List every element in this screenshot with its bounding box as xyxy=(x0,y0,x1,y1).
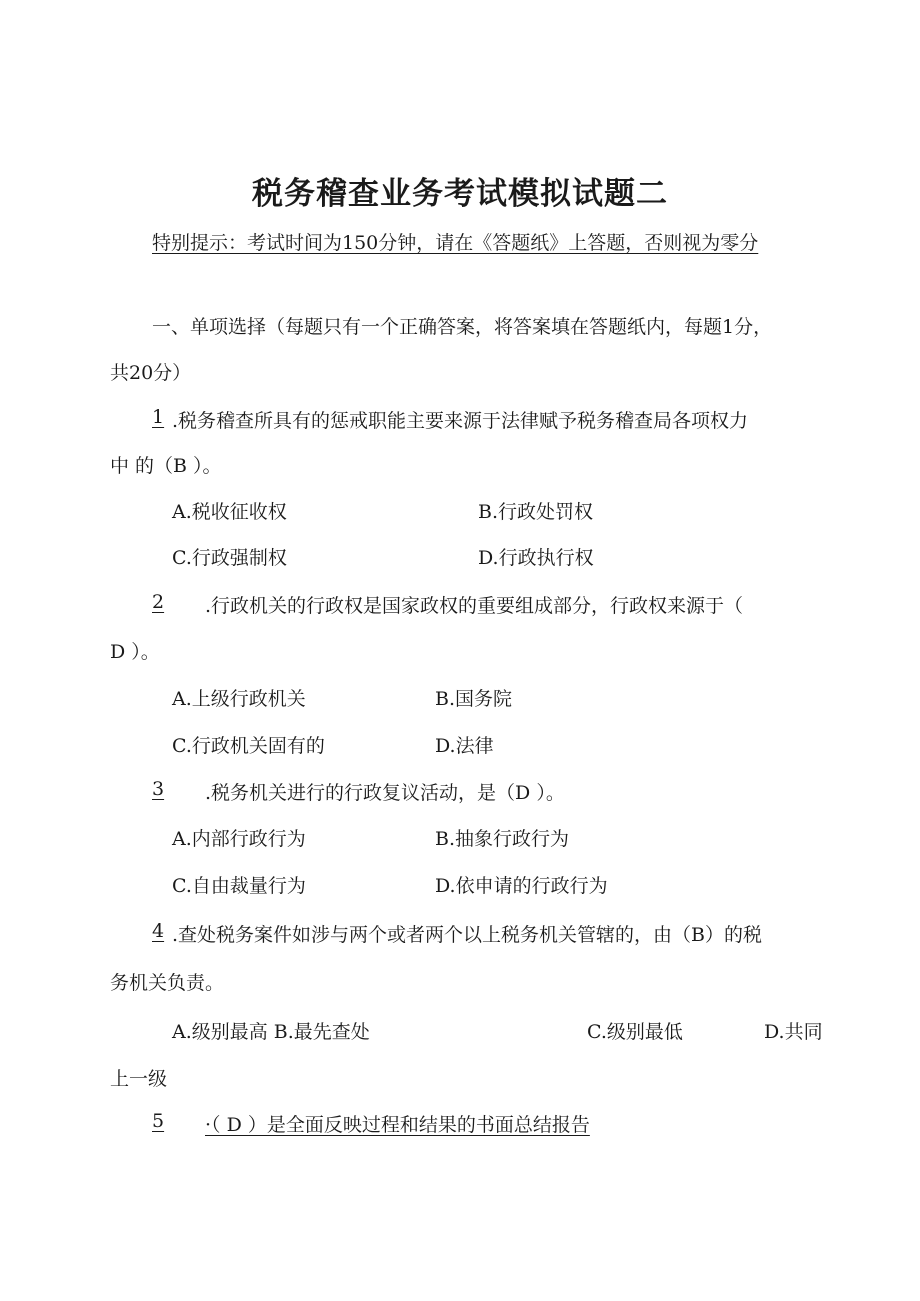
page-title: 税务稽查业务考试模拟试题二 xyxy=(252,176,668,212)
option-b: B.行政处罚权 xyxy=(478,501,594,523)
option-a: A.内部行政行为 xyxy=(172,828,306,850)
exam-notice: 特别提示：考试时间为150分钟，请在《答题纸》上答题，否则视为零分 xyxy=(152,232,759,254)
section-heading-line2: 共20分） xyxy=(110,362,192,384)
option-a: A.上级行政机关 xyxy=(172,688,306,710)
option-d: D.行政执行权 xyxy=(478,547,594,569)
question-number: 2 xyxy=(152,591,165,613)
question-number: 4 xyxy=(152,920,165,942)
option-d: D.共同 xyxy=(764,1021,823,1043)
option-a: A.税收征收权 xyxy=(172,501,287,523)
question-number: 5 xyxy=(152,1110,165,1132)
option-b: B.国务院 xyxy=(435,688,513,710)
question-text-line1: .税务稽查所具有的惩戒职能主要来源于法律赋予税务稽查局各项权力 xyxy=(172,410,749,432)
option-c: C.行政机关固有的 xyxy=(172,735,325,757)
question-text-line1: .税务机关进行的行政复议活动，是（D ）。 xyxy=(205,782,565,804)
option-a-b: A.级别最高 B.最先查处 xyxy=(172,1021,370,1043)
question-text-line1: .查处税务案件如涉与两个或者两个以上税务机关管辖的，由（B）的税 xyxy=(172,924,763,946)
question-text-line2: D ）。 xyxy=(110,641,160,663)
question-number: 3 xyxy=(152,778,165,800)
question-text-line2: 中 的（B ）。 xyxy=(110,455,222,477)
option-d-continuation: 上一级 xyxy=(110,1068,168,1090)
option-b: B.抽象行政行为 xyxy=(435,828,570,850)
question-text-line2: 务机关负责。 xyxy=(110,972,225,994)
question-number: 1 xyxy=(152,406,165,428)
option-c: C.自由裁量行为 xyxy=(172,875,306,897)
question-text-line1: ·（ D ）是全面反映过程和结果的书面总结报告 xyxy=(205,1114,590,1136)
section-heading-line1: 一、单项选择（每题只有一个正确答案，将答案填在答题纸内，每题1分， xyxy=(152,316,773,338)
option-d: D.依申请的行政行为 xyxy=(435,875,608,897)
option-c: C.行政强制权 xyxy=(172,547,287,569)
option-d: D.法律 xyxy=(435,735,494,757)
question-text-line1: .行政机关的行政权是国家政权的重要组成部分，行政权来源于（ xyxy=(205,595,744,617)
option-c: C.级别最低 xyxy=(587,1021,683,1043)
